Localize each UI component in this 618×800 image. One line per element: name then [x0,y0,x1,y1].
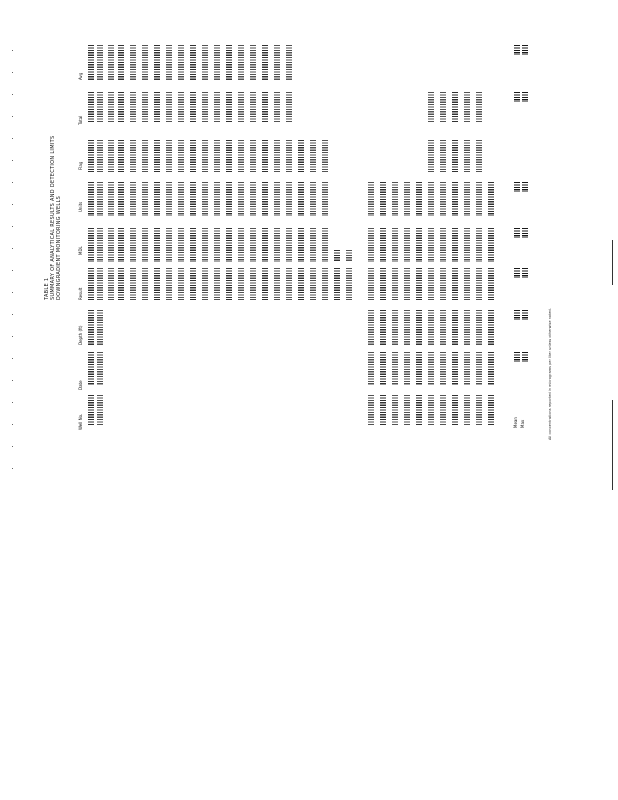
table-cell [428,182,434,216]
table-cell [154,228,160,262]
table-cell [166,140,172,172]
table-cell [392,182,398,216]
table-cell [322,182,328,216]
table-cell [392,310,398,345]
table-cell [190,182,196,216]
table-cell [214,140,220,172]
table-cell [88,92,94,122]
table-cell [404,310,410,345]
table-cell [262,182,268,216]
table-cell [202,92,208,122]
table-cell [416,352,422,385]
table-cell [416,182,422,216]
table-cell [368,395,374,425]
table-cell [178,92,184,122]
table-cell [464,182,470,216]
table-cell [97,182,103,216]
table-cell [310,182,316,216]
column-header-6: Units [78,201,83,212]
table-cell [166,45,172,80]
table-cell [97,228,103,262]
table-cell [452,395,458,425]
table-cell [226,92,232,122]
scan-speck [12,72,13,73]
table-cell [404,395,410,425]
table-cell [202,140,208,172]
table-cell [238,92,244,122]
table-cell [392,228,398,262]
table-cell [166,92,172,122]
table-cell [178,45,184,80]
table-cell [108,182,114,216]
scan-speck [12,50,13,51]
table-cell [440,395,446,425]
table-cell [298,140,304,172]
table-cell [226,45,232,80]
table-cell [488,310,494,345]
table-cell [322,228,328,262]
table-cell [298,228,304,262]
margin-rule [612,240,613,285]
scan-speck [12,182,13,183]
summary-cell [514,268,520,278]
table-cell [274,45,280,80]
table-cell [97,268,103,300]
table-cell [452,268,458,300]
table-cell [440,268,446,300]
table-cell [476,268,482,300]
table-cell [310,268,316,300]
title-line-2: SUMMARY OF ANALYTICAL RESULTS AND DETECTION LIMITS [50,135,56,300]
table-cell [118,45,124,80]
table-cell [190,228,196,262]
table-cell [380,182,386,216]
table-cell [97,92,103,122]
summary-cell [522,268,528,278]
table-cell [488,268,494,300]
table-cell [464,268,470,300]
table-cell [202,228,208,262]
table-cell [380,352,386,385]
table-cell [97,45,103,80]
table-cell [214,45,220,80]
table-cell [178,228,184,262]
summary-cell [522,92,528,102]
summary-cell [522,352,528,362]
table-cell [368,268,374,300]
table-cell [274,140,280,172]
table-cell [334,268,340,300]
table-cell [392,395,398,425]
table-cell [416,395,422,425]
summary-label-1: Mean [513,417,518,428]
table-cell [214,228,220,262]
table-cell [346,250,352,262]
table-cell [250,140,256,172]
table-cell [428,140,434,172]
table-cell [380,310,386,345]
table-cell [380,395,386,425]
table-cell [250,182,256,216]
table-cell [310,228,316,262]
table-cell [488,182,494,216]
table-cell [130,182,136,216]
column-header-1: Well No. [78,413,83,430]
summary-cell [522,182,528,192]
table-cell [118,268,124,300]
table-cell [476,352,482,385]
table-cell [404,352,410,385]
table-cell [452,352,458,385]
table-cell [464,395,470,425]
table-cell [97,310,103,345]
summary-cell [522,310,528,320]
table-cell [428,268,434,300]
table-cell [286,268,292,300]
table-cell [440,228,446,262]
table-cell [108,228,114,262]
table-cell [310,140,316,172]
table-cell [166,268,172,300]
scan-speck [12,248,13,249]
table-cell [488,352,494,385]
table-cell [286,228,292,262]
table-cell [154,140,160,172]
table-cell [428,352,434,385]
table-cell [190,45,196,80]
title-line-3: DOWNGRADIENT MONITORING WELLS [56,195,62,300]
table-cell [108,92,114,122]
table-cell [88,45,94,80]
table-cell [142,140,148,172]
document-title-block [44,136,62,300]
table-cell [202,45,208,80]
table-cell [226,268,232,300]
table-cell [88,268,94,300]
scan-speck [12,358,13,359]
table-cell [380,268,386,300]
table-cell [88,395,94,425]
table-cell [428,92,434,122]
table-cell [130,268,136,300]
table-cell [178,268,184,300]
table-cell [476,182,482,216]
table-cell [250,45,256,80]
table-cell [250,228,256,262]
table-cell [464,140,470,172]
table-cell [262,228,268,262]
table-cell [118,92,124,122]
scan-speck [12,424,13,425]
table-cell [97,140,103,172]
column-header-7: Flag [78,161,83,170]
scan-speck [12,336,13,337]
table-cell [130,140,136,172]
table-cell [298,268,304,300]
table-cell [476,395,482,425]
table-cell [464,310,470,345]
table-cell [130,45,136,80]
table-cell [334,250,340,262]
column-header-3: Depth (ft) [78,325,83,345]
table-cell [226,228,232,262]
table-cell [190,92,196,122]
table-cell [142,45,148,80]
table-cell [118,228,124,262]
table-cell [88,140,94,172]
table-cell [108,140,114,172]
table-cell [178,140,184,172]
scan-speck [12,380,13,381]
table-cell [368,352,374,385]
table-cell [416,310,422,345]
table-cell [286,140,292,172]
table-cell [226,182,232,216]
table-cell [476,92,482,122]
table-cell [154,45,160,80]
summary-cell [514,45,520,55]
table-cell [452,92,458,122]
table-cell [108,268,114,300]
column-header-5: MDL [78,246,83,255]
table-cell [476,228,482,262]
margin-rule [612,400,613,490]
table-cell [274,182,280,216]
table-cell [286,45,292,80]
table-cell [97,352,103,385]
table-cell [250,92,256,122]
table-cell [452,140,458,172]
table-cell [404,228,410,262]
table-cell [416,228,422,262]
title-line-1: TABLE 1 [44,277,50,300]
table-cell [166,228,172,262]
scan-speck [12,116,13,117]
table-cell [464,352,470,385]
scan-speck [12,94,13,95]
table-cell [88,228,94,262]
table-cell [166,182,172,216]
table-cell [202,268,208,300]
table-cell [452,310,458,345]
table-cell [428,228,434,262]
table-cell [214,92,220,122]
table-cell [428,395,434,425]
table-cell [404,268,410,300]
table-cell [238,140,244,172]
table-cell [250,268,256,300]
table-cell [226,140,232,172]
table-cell [238,45,244,80]
table-cell [452,182,458,216]
table-cell [286,182,292,216]
table-cell [262,45,268,80]
summary-cell [514,92,520,102]
column-header-2: Date [78,380,83,390]
table-cell [476,140,482,172]
column-header-4: Result [78,287,83,300]
scan-speck [12,160,13,161]
table-cell [108,45,114,80]
table-cell [214,268,220,300]
table-cell [380,228,386,262]
table-cell [274,228,280,262]
table-cell [274,92,280,122]
table-cell [488,395,494,425]
table-cell [286,92,292,122]
table-cell [130,92,136,122]
scan-speck [12,446,13,447]
summary-cell [514,182,520,192]
table-cell [368,182,374,216]
table-cell [262,92,268,122]
table-cell [322,268,328,300]
table-cell [238,182,244,216]
table-cell [404,182,410,216]
table-cell [274,268,280,300]
table-cell [322,140,328,172]
summary-cell [514,228,520,238]
table-cell [142,268,148,300]
table-cell [118,140,124,172]
summary-cell [522,228,528,238]
table-cell [476,310,482,345]
table-cell [440,352,446,385]
table-cell [142,182,148,216]
column-header-9: Avg [78,72,83,80]
table-cell [464,92,470,122]
table-cell [488,228,494,262]
scan-speck [12,402,13,403]
scan-speck [12,292,13,293]
table-cell [392,352,398,385]
table-cell [428,310,434,345]
scan-speck [12,138,13,139]
table-cell [452,228,458,262]
table-cell [440,92,446,122]
table-cell [118,182,124,216]
scan-speck [12,314,13,315]
scan-speck [12,226,13,227]
table-footnote: All concentrations reported in micrograms per liter unless otherwise noted. [548,308,552,440]
table-cell [154,268,160,300]
scan-speck [12,270,13,271]
column-header-8: Total [78,115,83,125]
table-cell [464,228,470,262]
table-cell [142,92,148,122]
table-cell [88,182,94,216]
table-cell [298,182,304,216]
table-cell [142,228,148,262]
table-cell [440,182,446,216]
scan-speck [12,204,13,205]
table-cell [440,140,446,172]
summary-cell [514,310,520,320]
table-cell [238,228,244,262]
table-cell [346,268,352,300]
summary-cell [514,352,520,362]
table-cell [190,140,196,172]
table-cell [190,268,196,300]
table-cell [202,182,208,216]
table-cell [97,395,103,425]
table-cell [368,228,374,262]
table-cell [88,310,94,345]
table-cell [130,228,136,262]
summary-cell [522,45,528,55]
table-cell [154,92,160,122]
table-cell [178,182,184,216]
table-cell [440,310,446,345]
table-cell [262,140,268,172]
scan-speck [12,468,13,469]
table-cell [368,310,374,345]
table-cell [392,268,398,300]
table-cell [262,268,268,300]
summary-label-2: Max [520,419,525,428]
table-cell [416,268,422,300]
table-cell [88,352,94,385]
table-cell [238,268,244,300]
table-cell [154,182,160,216]
table-cell [214,182,220,216]
